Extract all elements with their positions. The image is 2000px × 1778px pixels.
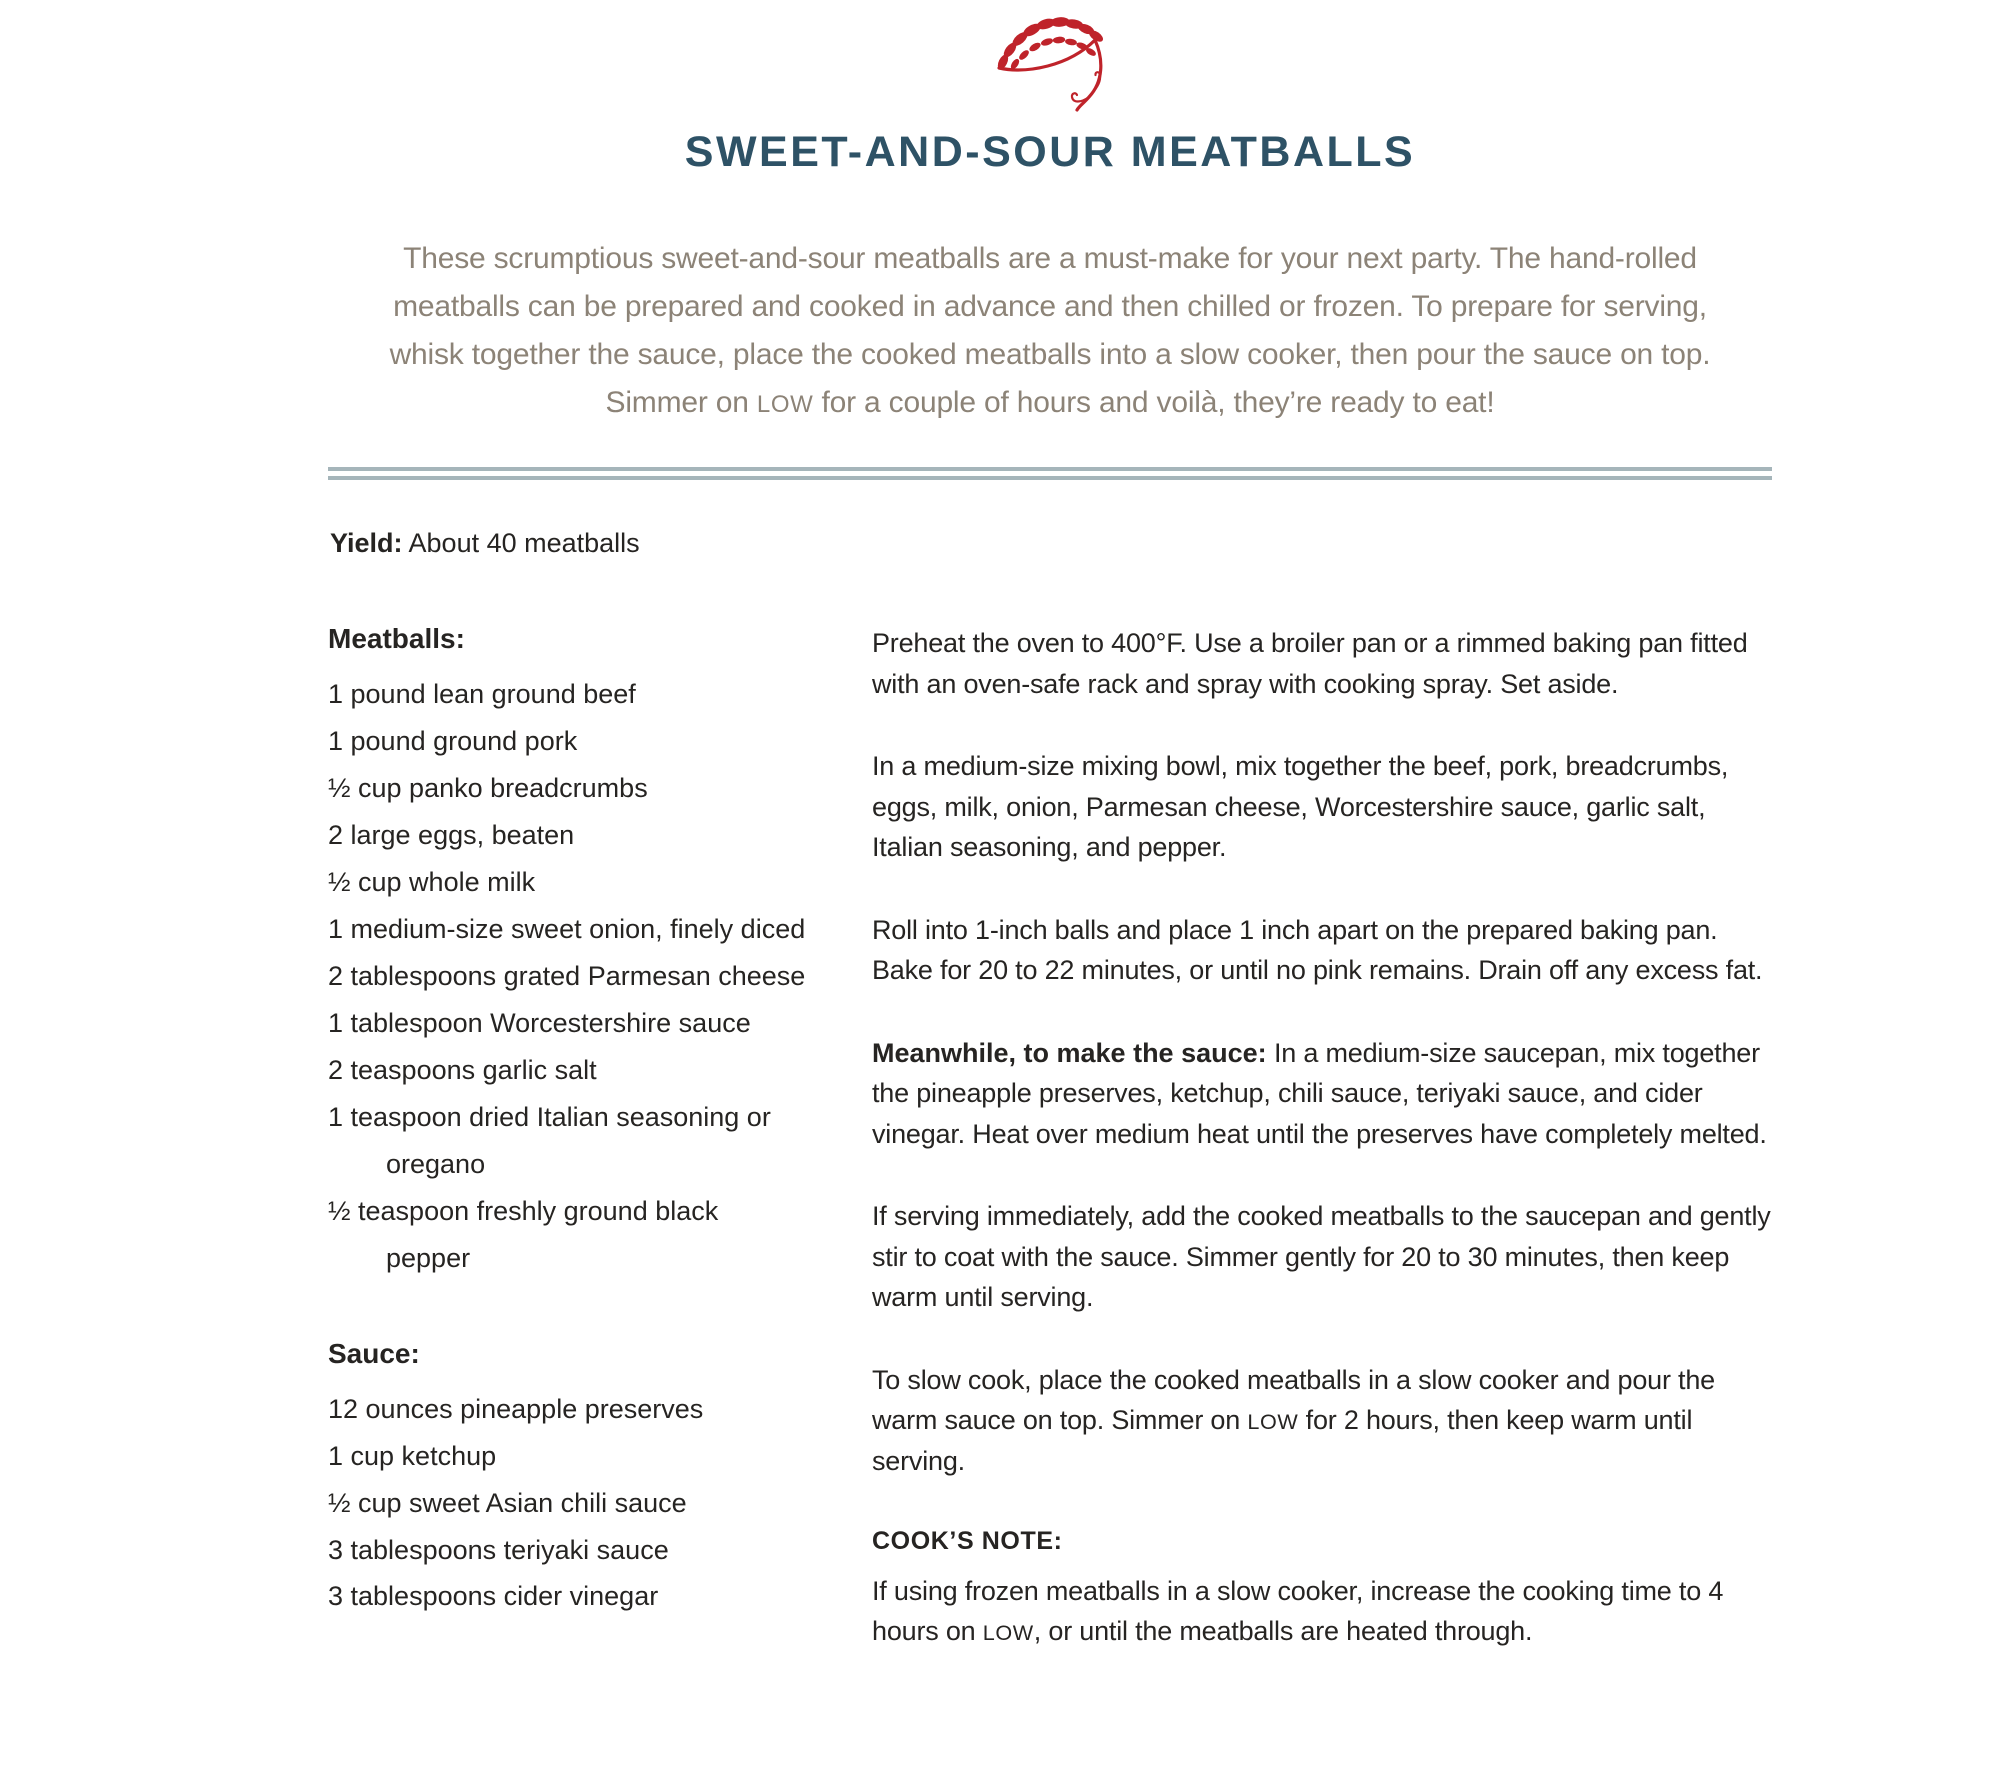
ingredient-item: ½ teaspoon freshly ground black pepper	[328, 1195, 719, 1273]
ingredient-item: 2 large eggs, beaten	[328, 819, 575, 850]
ingredient-item: 3 tablespoons teriyaki sauce	[328, 1534, 669, 1565]
yield-label: Yield:	[330, 528, 403, 558]
ingredients-column	[328, 623, 806, 1620]
recipe-intro: These scrumptious sweet-and-sour meatballs are a must-make for your next party. The hand-rolled meatballs can be prepared and cooked in advance and then chilled or frozen. To prepare for serving, whisk together the sauce, place the cooked meatballs into a slow cooker, then pour the sauce on top. Simmer on LOW for a couple of hours and voilà, they’re ready to eat!	[389, 242, 1711, 419]
ornament	[328, 10, 1772, 112]
ingredient-item: 1 tablespoon Worcestershire sauce	[328, 1007, 751, 1038]
divider-line-bottom	[328, 476, 1772, 480]
ingredient-item: 3 tablespoons cider vinegar	[328, 1581, 659, 1612]
ingredient-item: 1 pound lean ground beef	[328, 679, 636, 709]
paragraph-text: In a medium-size saucepan, mix together the pineapple preserves, ketchup, chili sauce, teriyaki sauce, and cider vinegar. Heat over medium heat until the preserves have completely melted.	[872, 1037, 1767, 1149]
instruction-paragraph: Preheat the oven to 400°F. Use a broiler pan or a rimmed baking pan fitted with an oven-safe rack and spray with cooking spray. Set aside.	[872, 628, 1748, 699]
fern-flourish-icon	[989, 10, 1111, 112]
ingredient-item: 1 teaspoon dried Italian seasoning or oregano	[328, 1101, 771, 1179]
ingredient-item: ½ cup whole milk	[328, 866, 536, 897]
double-rule-divider	[328, 467, 1772, 480]
cooks-note-text: If using frozen meatballs in a slow cooker, increase the cooking time to 4 hours on LOW, or until the meatballs are heated through.	[872, 1575, 1724, 1646]
divider-line-top	[328, 467, 1772, 471]
yield-value: About 40 meatballs	[408, 528, 640, 558]
instruction-paragraph: To slow cook, place the cooked meatballs in a slow cooker and pour the warm sauce on top. Simmer on LOW for 2 hours, then keep warm until serving.	[872, 1364, 1715, 1476]
recipe-title: SWEET-AND-SOUR MEATBALLS	[684, 128, 1416, 176]
meatballs-ingredient-list	[328, 671, 806, 1282]
ingredient-item: 1 medium-size sweet onion, finely diced	[328, 913, 806, 944]
ingredient-item: 1 cup ketchup	[328, 1440, 497, 1471]
sauce-ingredient-list	[328, 1386, 806, 1621]
instruction-paragraph: Roll into 1-inch balls and place 1 inch apart on the prepared baking pan. Bake for 20 to 22 minutes, or until no pink remains. Drain off any excess fat.	[872, 914, 1763, 985]
ingredient-item: 2 tablespoons grated Parmesan cheese	[328, 960, 806, 991]
paragraph-lead: Meanwhile, to make the sauce:	[872, 1037, 1267, 1068]
instructions-column	[872, 623, 1772, 1652]
sauce-heading: Sauce:	[328, 1337, 420, 1369]
cooks-note-heading: COOK’S NOTE:	[872, 1527, 1063, 1555]
ingredient-item: 2 teaspoons garlic salt	[328, 1054, 597, 1085]
meatballs-heading: Meatballs:	[328, 623, 465, 654]
ingredient-item: ½ cup panko breadcrumbs	[328, 772, 648, 803]
ingredient-item: 12 ounces pineapple preserves	[328, 1393, 704, 1424]
yield-line	[330, 528, 1772, 559]
recipe-body	[328, 623, 1772, 1652]
ingredient-item: 1 pound ground pork	[328, 725, 578, 756]
instruction-paragraph: In a medium-size mixing bowl, mix together the beef, pork, breadcrumbs, eggs, milk, onion, Parmesan cheese, Worcestershire sauce, garlic salt, Italian seasoning, and pepper.	[872, 751, 1729, 862]
instruction-paragraph: If serving immediately, add the cooked meatballs to the saucepan and gently stir to coat with the sauce. Simmer gently for 20 to 30 minutes, then keep warm until serving.	[872, 1201, 1771, 1312]
ingredient-item: ½ cup sweet Asian chili sauce	[328, 1487, 687, 1518]
instruction-paragraph	[872, 1033, 1772, 1155]
